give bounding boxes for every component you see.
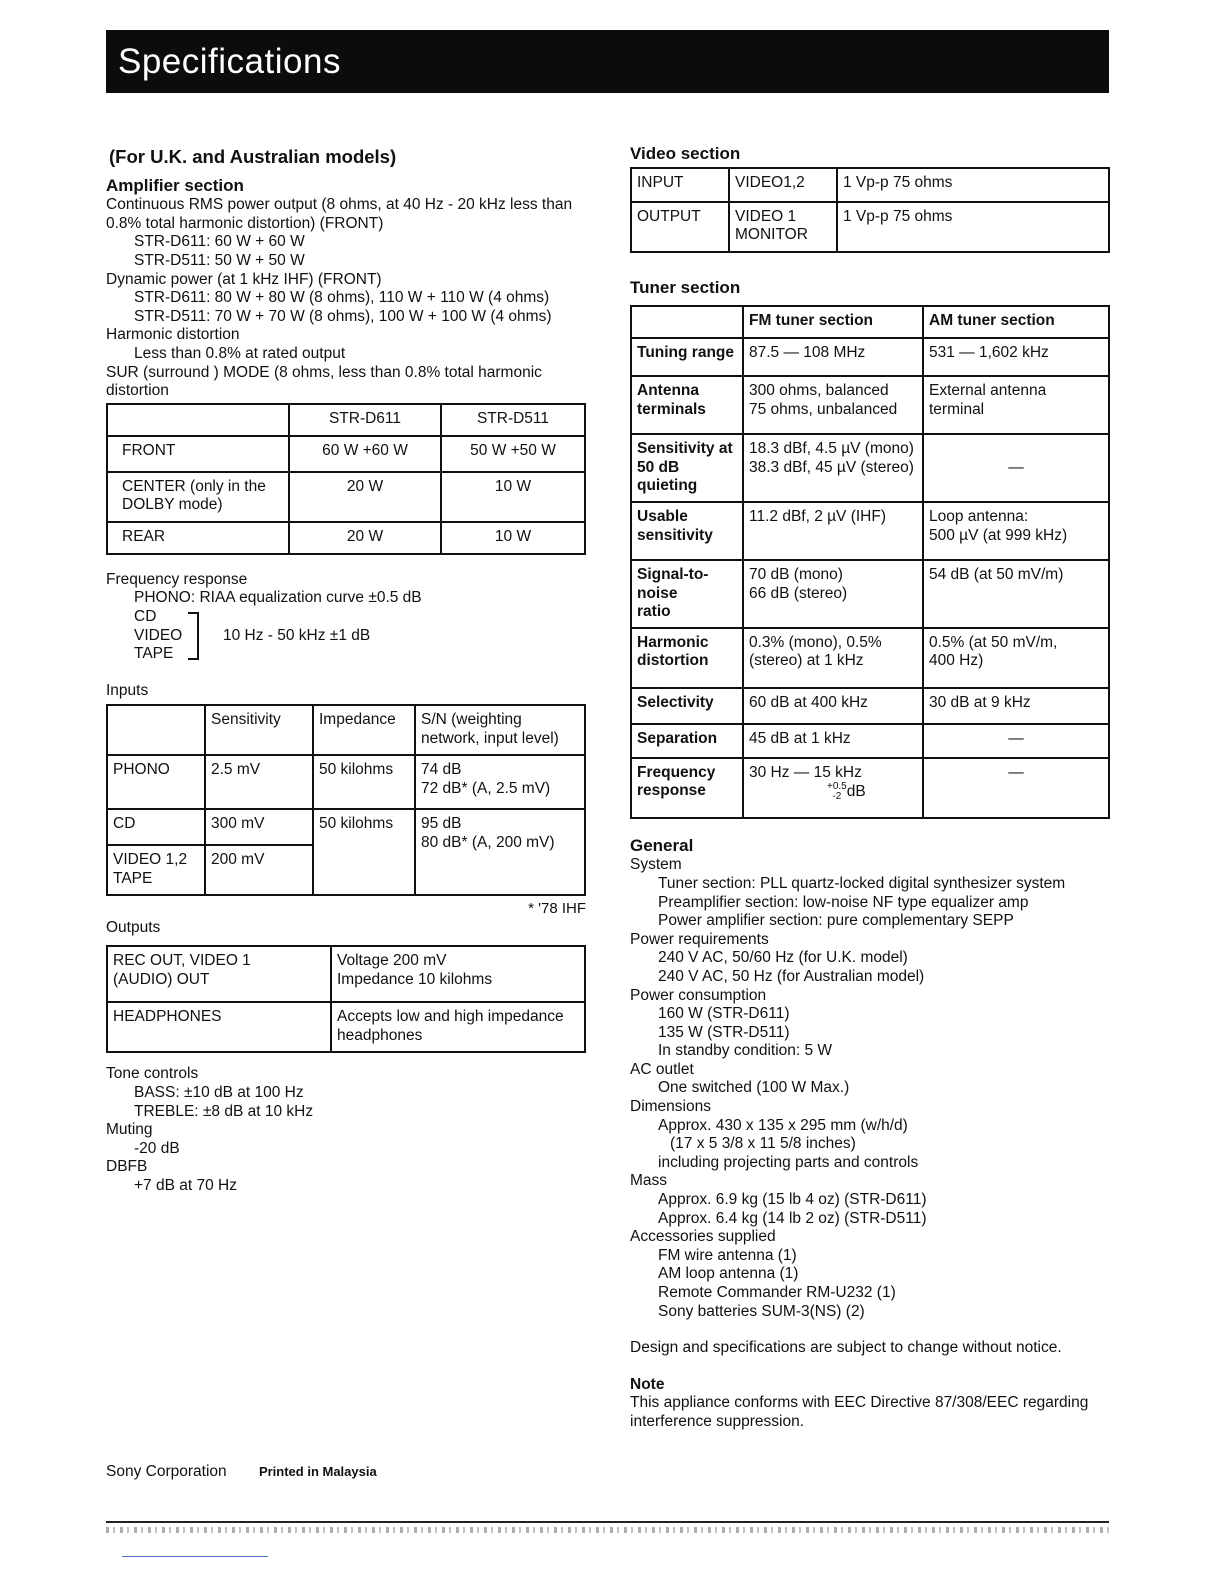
video-cell: VIDEO1,2 <box>729 168 837 202</box>
outputs-heading: Outputs <box>106 918 161 936</box>
system-heading: System <box>630 856 682 874</box>
tuner-cell-line: 38.3 dBf, 45 µV (stereo) <box>749 458 914 476</box>
tuner-row-label: Selectivity <box>631 688 743 724</box>
tuner-cell <box>743 434 923 502</box>
tuner-cell-line: External antenna <box>929 382 1047 400</box>
sur-row-cell: 10 W <box>441 472 585 522</box>
tuner-cell <box>743 376 923 434</box>
tuner-cell <box>743 560 923 628</box>
power-req-line: 240 V AC, 50/60 Hz (for U.K. model) <box>658 949 908 967</box>
tuner-label-line: Usable <box>637 507 688 525</box>
outputs-cell <box>331 1002 585 1052</box>
tolerance-minus: -2 <box>832 791 842 803</box>
outputs-value-line: Impedance 10 kilohms <box>337 971 493 989</box>
tolerance-plus: +0.5 <box>827 781 847 793</box>
bottom-scan-noise <box>106 1527 1109 1533</box>
dimensions-line: (17 x 5 3/8 x 11 5/8 inches) <box>670 1135 856 1153</box>
tone-treble: TREBLE: ±8 dB at 10 kHz <box>134 1102 314 1120</box>
tuner-cell-line: 500 µV (at 999 kHz) <box>929 526 1068 544</box>
accessories-heading: Accessories supplied <box>630 1228 776 1246</box>
tuner-cell-line: (stereo) at 1 kHz <box>749 652 864 670</box>
sur-mode: SUR (surround ) MODE (8 ohms, less than 0.8% total harmonic distortion <box>106 363 542 400</box>
outputs-row-label <box>107 1002 331 1052</box>
frequency-group <box>106 608 586 664</box>
tuner-cell-line: 70 dB (mono) <box>749 565 843 583</box>
tuner-cell <box>923 376 1109 434</box>
frequency-heading: Frequency response <box>106 570 248 588</box>
tuner-row-label: Separation <box>631 724 743 758</box>
video-cell <box>729 202 837 252</box>
tolerance-unit: dB <box>846 783 866 801</box>
dimensions-heading: Dimensions <box>630 1098 711 1116</box>
tuner-header-blank <box>631 306 743 338</box>
tuner-label-line: Sensitivity at <box>637 440 733 458</box>
tuner-cell <box>923 502 1109 560</box>
video-heading: Video section <box>630 144 741 163</box>
bottom-rule <box>106 1521 1109 1523</box>
outputs-row-label <box>107 946 331 1002</box>
tuner-cell-line: 300 ohms, balanced <box>749 382 889 400</box>
tone-bass: BASS: ±10 dB at 100 Hz <box>134 1084 304 1102</box>
power-cons-line: 160 W (STR-D611) <box>658 1005 790 1023</box>
tuner-tolerance <box>749 782 917 802</box>
tuner-cell-line: 30 Hz — 15 kHz <box>749 763 862 781</box>
sur-header-d511: STR-D511 <box>441 404 585 436</box>
tuner-heading: Tuner section <box>630 277 741 297</box>
inputs-cell: 300 mV <box>205 809 313 845</box>
frequency-cd: CD <box>134 607 157 625</box>
inputs-cell: 50 kilohms <box>313 809 415 895</box>
inputs-video-label: VIDEO 1,2 <box>113 851 188 869</box>
inputs-cell: 2.5 mV <box>205 755 313 809</box>
tuner-cell: 60 dB at 400 kHz <box>743 688 923 724</box>
system-line: Preamplifier section: low-noise NF type equalizer amp <box>658 893 1029 911</box>
ac-outlet-line: One switched (100 W Max.) <box>658 1079 850 1097</box>
tuner-cell: 531 — 1,602 kHz <box>923 338 1109 376</box>
harmonic-value: Less than 0.8% at rated output <box>134 344 346 362</box>
tolerance-stack <box>827 782 847 802</box>
continuous-d511: STR-D511: 50 W + 50 W <box>134 251 305 269</box>
sur-row-label: CENTER (only in the DOLBY mode) <box>107 472 289 522</box>
right-column <box>630 145 1110 1432</box>
note-heading: Note <box>630 1375 665 1393</box>
accessory-item: FM wire antenna (1) <box>658 1246 797 1264</box>
tuner-cell-line: 0.5% (at 50 mV/m, <box>929 633 1058 651</box>
inputs-cell <box>415 809 585 895</box>
frequency-range: 10 Hz - 50 kHz ±1 dB <box>223 626 371 644</box>
outputs-value-line: headphones <box>337 1027 423 1045</box>
tuner-cell <box>923 628 1109 688</box>
frequency-tape: TAPE <box>134 645 174 663</box>
sur-header-d611: STR-D611 <box>289 404 441 436</box>
inputs-sn-line: 72 dB* (A, 2.5 mV) <box>421 779 551 797</box>
dbfb-heading: DBFB <box>106 1158 148 1176</box>
page-title: Specifications <box>106 30 1109 93</box>
system-line: Tuner section: PLL quartz-locked digital synthesizer system <box>658 874 1066 892</box>
tuner-header-fm: FM tuner section <box>743 306 923 338</box>
sur-header-blank <box>107 404 289 436</box>
outputs-cell <box>331 946 585 1002</box>
video-cell: 1 Vp-p 75 ohms <box>837 168 1109 202</box>
continuous-d611: STR-D611: 60 W + 60 W <box>134 233 305 251</box>
dimensions-line: including projecting parts and controls <box>658 1153 919 1171</box>
tuner-cell-line: terminal <box>929 400 985 418</box>
inputs-header-sn: S/N (weighting network, input level) <box>415 705 585 755</box>
tuner-row-label <box>631 376 743 434</box>
sur-row-cell: 20 W <box>289 472 441 522</box>
video-row-label: OUTPUT <box>631 202 729 252</box>
inputs-row-label: PHONO <box>107 755 205 809</box>
general-heading: General <box>630 835 694 855</box>
inputs-cell: 200 mV <box>205 845 313 895</box>
inputs-sn-line: 95 dB <box>421 815 462 833</box>
tuner-label-line: response <box>637 782 706 800</box>
tuner-row-label <box>631 758 743 818</box>
tuner-label-line: 50 dB quieting <box>637 458 698 495</box>
inputs-tape-label: TAPE <box>113 869 153 887</box>
amplifier-heading: Amplifier section <box>106 175 244 195</box>
tuner-label-line: distortion <box>637 652 709 670</box>
tuner-label-line: terminals <box>637 400 706 418</box>
video-cell-line: MONITOR <box>735 226 808 244</box>
accessory-item: AM loop antenna (1) <box>658 1265 799 1283</box>
video-row-label: INPUT <box>631 168 729 202</box>
dynamic-power: Dynamic power (at 1 kHz IHF) (FRONT) <box>106 270 382 288</box>
video-cell-line: VIDEO 1 <box>735 207 797 225</box>
sur-row-cell: 20 W <box>289 522 441 554</box>
tuner-cell: 11.2 dBf, 2 µV (IHF) <box>743 502 923 560</box>
video-cell: 1 Vp-p 75 ohms <box>837 202 1109 252</box>
outputs-value-line: Accepts low and high impedance <box>337 1008 564 1026</box>
footer <box>106 1463 377 1481</box>
model-heading: (For U.K. and Australian models) <box>109 146 397 167</box>
tuner-cell: — <box>923 758 1109 818</box>
inputs-cell <box>415 755 585 809</box>
outputs-label-line: HEADPHONES <box>113 1008 222 1026</box>
tuner-cell: 30 dB at 9 kHz <box>923 688 1109 724</box>
tuner-cell: 45 dB at 1 kHz <box>743 724 923 758</box>
inputs-row-label: CD <box>107 809 205 845</box>
harmonic-distortion: Harmonic distortion <box>106 326 240 344</box>
muting-value: -20 dB <box>134 1139 180 1157</box>
inputs-header-impedance: Impedance <box>313 705 415 755</box>
outputs-value-line: Voltage 200 mV <box>337 952 447 970</box>
tuner-cell-line: 0.3% (mono), 0.5% <box>749 633 882 651</box>
power-req-heading: Power requirements <box>630 930 769 948</box>
bottom-blue-line <box>122 1556 268 1557</box>
power-cons-line: In standby condition: 5 W <box>658 1042 833 1060</box>
tuner-cell-line: 18.3 dBf, 4.5 µV (mono) <box>749 440 914 458</box>
ac-outlet-heading: AC outlet <box>630 1060 694 1078</box>
tuner-cell-line: 66 dB (stereo) <box>749 584 848 602</box>
tuner-table <box>630 305 1110 819</box>
sur-row-cell: 50 W +50 W <box>441 436 585 472</box>
tuner-label-line: sensitivity <box>637 526 713 544</box>
mass-line: Approx. 6.4 kg (14 lb 2 oz) (STR-D511) <box>658 1209 927 1227</box>
inputs-sn-line: 74 dB <box>421 761 462 779</box>
inputs-table <box>106 704 586 896</box>
note-text: This appliance conforms with EEC Directive 87/308/EEC regarding interference suppression. <box>630 1394 1089 1430</box>
tuner-label-line: Harmonic <box>637 633 709 651</box>
continuous-power: Continuous RMS power output (8 ohms, at 40 Hz - 20 kHz less than 0.8% total harmonic distortion) (FRONT) <box>106 196 573 232</box>
company-name: Sony Corporation <box>106 1463 227 1480</box>
tuner-label-line: Frequency <box>637 763 716 781</box>
inputs-sn-line: 80 dB* (A, 200 mV) <box>421 833 555 851</box>
tuner-cell: — <box>923 434 1109 502</box>
printed-in: Printed in Malaysia <box>258 1464 377 1479</box>
tuner-cell-line: 400 Hz) <box>929 652 984 670</box>
left-column <box>106 145 586 1196</box>
dbfb-value: +7 dB at 70 Hz <box>134 1177 237 1195</box>
tuner-label-line: ratio <box>637 603 671 621</box>
tuner-cell-line: Loop antenna: <box>929 507 1029 525</box>
outputs-label-line: (AUDIO) OUT <box>113 971 210 989</box>
sur-row-label: REAR <box>107 522 289 554</box>
accessory-item: Sony batteries SUM-3(NS) (2) <box>658 1302 865 1320</box>
inputs-cell: 50 kilohms <box>313 755 415 809</box>
inputs-header-blank <box>107 705 205 755</box>
tuner-row-label <box>631 502 743 560</box>
inputs-row-label <box>107 845 205 895</box>
change-notice: Design and specifications are subject to change without notice. <box>630 1339 1062 1357</box>
dimensions-line: Approx. 430 x 135 x 295 mm (w/h/d) <box>658 1116 908 1134</box>
inputs-heading: Inputs <box>106 681 149 699</box>
sur-row-cell: 60 W +60 W <box>289 436 441 472</box>
tuner-row-label: Tuning range <box>631 338 743 376</box>
outputs-label-line: REC OUT, VIDEO 1 <box>113 952 251 970</box>
sur-row-label: FRONT <box>107 436 289 472</box>
bracket-icon <box>188 612 199 660</box>
dynamic-d611: STR-D611: 80 W + 80 W (8 ohms), 110 W + 110 W (4 ohms) <box>134 289 550 307</box>
tuner-row-label <box>631 628 743 688</box>
dynamic-d511: STR-D511: 70 W + 70 W (8 ohms), 100 W + 100 W (4 ohms) <box>134 307 552 325</box>
tuner-cell: — <box>923 724 1109 758</box>
tuner-cell: 87.5 — 108 MHz <box>743 338 923 376</box>
tone-heading: Tone controls <box>106 1065 199 1083</box>
sur-row-cell: 10 W <box>441 522 585 554</box>
tuner-cell-line: 75 ohms, unbalanced <box>749 400 898 418</box>
video-table <box>630 167 1110 253</box>
frequency-phono: PHONO: RIAA equalization curve ±0.5 dB <box>134 589 422 607</box>
tuner-header-am: AM tuner section <box>923 306 1109 338</box>
inputs-footnote: * '78 IHF <box>528 900 586 918</box>
system-line: Power amplifier section: pure complementary SEPP <box>658 912 1014 930</box>
tuner-cell <box>743 628 923 688</box>
power-cons-heading: Power consumption <box>630 986 767 1004</box>
muting-heading: Muting <box>106 1121 153 1139</box>
mass-heading: Mass <box>630 1172 668 1190</box>
accessory-item: Remote Commander RM-U232 (1) <box>658 1284 896 1301</box>
sur-table <box>106 403 586 555</box>
frequency-video: VIDEO <box>134 626 183 644</box>
inputs-header-sensitivity: Sensitivity <box>205 705 313 755</box>
power-cons-line: 135 W (STR-D511) <box>658 1023 790 1041</box>
power-req-line: 240 V AC, 50 Hz (for Australian model) <box>658 967 925 985</box>
tuner-label-line: Signal-to-noise <box>637 565 709 602</box>
tuner-row-label <box>631 560 743 628</box>
tuner-cell: 54 dB (at 50 mV/m) <box>923 560 1109 628</box>
tuner-row-label <box>631 434 743 502</box>
mass-line: Approx. 6.9 kg (15 lb 4 oz) (STR-D611) <box>658 1191 927 1209</box>
tuner-label-line: Antenna <box>637 382 699 400</box>
tuner-cell <box>743 758 923 818</box>
outputs-table <box>106 945 586 1053</box>
